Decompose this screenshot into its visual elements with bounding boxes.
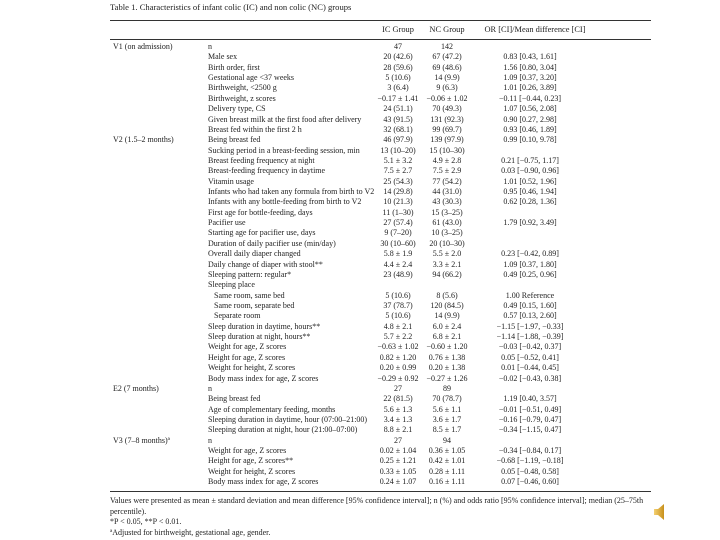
nc-value: 0.42 ± 1.01 bbox=[428, 456, 466, 466]
ic-value: 4.8 ± 2.1 bbox=[383, 321, 413, 331]
ic-value: 0.24 ± 1.07 bbox=[379, 477, 417, 487]
row-label: Separate room bbox=[214, 311, 261, 321]
or-ci-value: 0.99 [0.10, 9.78] bbox=[503, 135, 557, 145]
bottom-rule bbox=[110, 491, 651, 492]
or-ci-value: 0.93 [0.46, 1.89] bbox=[503, 124, 557, 134]
nc-value: 0.28 ± 1.11 bbox=[428, 466, 466, 476]
table-row bbox=[110, 156, 651, 166]
ic-value: 9 (7–20) bbox=[384, 228, 412, 238]
row-label: Sleep duration at night, hours** bbox=[208, 332, 311, 342]
ic-value: 25 (54.3) bbox=[383, 176, 413, 186]
or-ci-value: −0.11 [−0.44, 0.23] bbox=[498, 93, 562, 103]
or-ci-value: 0.49 [0.15, 1.60] bbox=[503, 301, 557, 310]
row-label: Weight for height, Z scores bbox=[208, 363, 296, 373]
header-rule bbox=[110, 39, 651, 40]
nc-value: 43 (30.3) bbox=[432, 197, 462, 207]
table-row bbox=[110, 405, 651, 415]
table-row bbox=[110, 394, 651, 404]
nc-value: 0.20 ± 1.38 bbox=[428, 363, 466, 373]
or-ci-value: 0.21 [−0.75, 1.17] bbox=[501, 155, 559, 165]
table-row bbox=[110, 249, 651, 259]
row-label: Duration of daily pacifier use (min/day) bbox=[208, 238, 336, 248]
table-row bbox=[110, 291, 651, 301]
row-label: Sleeping duration in daytime, hour (07:00–21:00) bbox=[208, 414, 368, 424]
table-row bbox=[110, 125, 651, 135]
nc-value: 14 (9.9) bbox=[434, 73, 460, 83]
or-ci-value: 1.19 [0.40, 3.57] bbox=[503, 394, 557, 404]
nc-value: 94 bbox=[443, 435, 451, 445]
or-ci-value: 0.01 [−0.44, 0.45] bbox=[501, 363, 559, 373]
or-ci-value: 1.56 [0.80, 3.04] bbox=[503, 62, 557, 72]
table-row bbox=[110, 332, 651, 342]
or-ci-value: 0.83 [0.43, 1.61] bbox=[503, 52, 557, 62]
table-row bbox=[110, 425, 651, 435]
ic-value: 27 bbox=[394, 383, 402, 393]
nc-value: 3.3 ± 2.1 bbox=[432, 259, 462, 269]
nc-value: −0.27 ± 1.26 bbox=[426, 373, 468, 383]
table-row bbox=[110, 94, 651, 104]
row-section: V3 (7–8 months)ª bbox=[113, 435, 170, 445]
nc-value: 10 (3–25) bbox=[431, 228, 463, 238]
ic-value: 23 (48.9) bbox=[383, 269, 413, 279]
row-label: Sleeping pattern: regular* bbox=[208, 269, 292, 279]
table-row bbox=[110, 166, 651, 176]
ic-value: 13 (10–20) bbox=[380, 145, 416, 155]
table-row bbox=[110, 415, 651, 425]
ic-value: 5.1 ± 3.2 bbox=[383, 155, 413, 165]
nc-value: 4.9 ± 2.8 bbox=[432, 155, 462, 165]
ic-value: 11 (1–30) bbox=[382, 207, 414, 217]
table-row bbox=[110, 146, 651, 156]
or-ci-value: 1.01 [0.26, 3.89] bbox=[503, 83, 557, 93]
ic-value: 20 (42.6) bbox=[383, 52, 413, 62]
or-ci-value: 0.62 [0.28, 1.36] bbox=[503, 197, 557, 207]
ic-value: 5 (10.6) bbox=[385, 311, 411, 321]
nc-value: 15 (10–30) bbox=[429, 145, 465, 155]
row-label: n bbox=[208, 383, 212, 393]
ic-value: 5.7 ± 2.2 bbox=[383, 332, 413, 342]
nc-value: 70 (78.7) bbox=[432, 394, 462, 404]
nc-value: −0.06 ± 1.02 bbox=[426, 93, 468, 103]
nc-value: 5.6 ± 1.1 bbox=[432, 404, 462, 414]
nc-value: −0.60 ± 1.20 bbox=[426, 342, 468, 352]
ic-value: 5 (10.6) bbox=[385, 73, 411, 83]
table-row bbox=[110, 270, 651, 280]
top-rule bbox=[110, 20, 651, 21]
row-label: Weight for age, Z scores bbox=[208, 342, 287, 352]
row-label: Same room, separate bed bbox=[214, 301, 295, 310]
or-ci-value: −0.34 [−1.15, 0.47] bbox=[498, 425, 562, 435]
row-label: Age of complementary feeding, months bbox=[208, 404, 336, 414]
row-section: E2 (7 months) bbox=[113, 383, 159, 393]
row-label: Being breast fed bbox=[208, 135, 261, 145]
row-label: First age for bottle-feeding, days bbox=[208, 207, 313, 217]
ic-value: 7.5 ± 2.7 bbox=[383, 166, 413, 176]
row-label: Sucking period in a breast-feeding session, min bbox=[208, 145, 360, 155]
or-ci-value: −1.14 [−1.88, −0.39] bbox=[496, 332, 564, 342]
ic-value: −0.63 ± 1.02 bbox=[377, 342, 419, 352]
or-ci-value: 1.09 [0.37, 3.20] bbox=[503, 73, 557, 83]
row-label: Being breast fed bbox=[208, 394, 261, 404]
or-ci-value: 1.79 [0.92, 3.49] bbox=[503, 218, 557, 228]
row-label: Daily change of diaper with stool** bbox=[208, 259, 323, 269]
nc-value: 9 (6.3) bbox=[436, 83, 458, 93]
ic-value: 46 (97.9) bbox=[383, 135, 413, 145]
row-label: Birth order, first bbox=[208, 62, 260, 72]
row-label: Overall daily diaper changed bbox=[208, 249, 301, 259]
nc-value: 89 bbox=[443, 383, 451, 393]
ic-value: 30 (10–60) bbox=[380, 238, 416, 248]
nc-value: 67 (47.2) bbox=[432, 52, 462, 62]
or-ci-value: −0.34 [−0.84, 0.17] bbox=[498, 446, 562, 456]
nc-value: 142 bbox=[441, 42, 453, 51]
nc-value: 6.8 ± 2.1 bbox=[432, 332, 462, 342]
table-row bbox=[110, 436, 651, 446]
ic-value: 0.33 ± 1.05 bbox=[379, 466, 417, 476]
ic-value: 0.20 ± 0.99 bbox=[379, 363, 417, 373]
ic-value: 4.4 ± 2.4 bbox=[383, 259, 413, 269]
table-row bbox=[110, 239, 651, 249]
nc-value: 0.16 ± 1.11 bbox=[428, 477, 466, 487]
ic-value: 43 (91.5) bbox=[383, 114, 413, 124]
row-label: Body mass index for age, Z scores bbox=[208, 373, 319, 383]
ic-value: 0.25 ± 1.21 bbox=[379, 456, 417, 466]
or-ci-value: 0.07 [−0.46, 0.60] bbox=[501, 477, 559, 487]
row-label: Delivery type, CS bbox=[208, 104, 266, 114]
ic-value: 28 (59.6) bbox=[383, 62, 413, 72]
table-row bbox=[110, 446, 651, 456]
row-label: n bbox=[208, 42, 212, 51]
row-label: Sleeping place bbox=[208, 280, 255, 290]
table-row bbox=[110, 135, 651, 145]
row-label: Male sex bbox=[208, 52, 238, 62]
table-row bbox=[110, 477, 651, 487]
table-row bbox=[110, 104, 651, 114]
nc-value: 77 (54.2) bbox=[432, 176, 462, 186]
or-ci-value: 0.03 [−0.90, 0.96] bbox=[501, 166, 559, 176]
ic-value: 37 (78.7) bbox=[383, 301, 413, 310]
or-ci-value: 1.09 [0.37, 1.80] bbox=[503, 259, 557, 269]
or-ci-value: 0.49 [0.25, 0.96] bbox=[503, 269, 557, 279]
footnote-adjusted: ªAdjusted for birthweight, gestational age, gender. bbox=[110, 527, 271, 537]
nc-value: 7.5 ± 2.9 bbox=[432, 166, 462, 176]
table-row bbox=[110, 177, 651, 187]
table-row bbox=[110, 52, 651, 62]
nc-value: 3.6 ± 1.7 bbox=[432, 414, 462, 424]
table-title: Table 1. Characteristics of infant colic (IC) and non colic (NC) groups bbox=[110, 2, 352, 12]
speaker-icon[interactable] bbox=[651, 503, 671, 521]
row-label: Gestational age <37 weeks bbox=[208, 73, 295, 83]
ic-value: 22 (81.5) bbox=[383, 394, 413, 404]
row-label: Pacifier use bbox=[208, 218, 246, 228]
or-ci-value: 1.01 [0.52, 1.96] bbox=[503, 176, 557, 186]
table-row bbox=[110, 42, 651, 52]
table-row bbox=[110, 384, 651, 394]
row-label: Breast feeding frequency at night bbox=[208, 155, 315, 165]
table-row bbox=[110, 218, 651, 228]
nc-value: 8.5 ± 1.7 bbox=[432, 425, 462, 435]
nc-value: 8 (5.6) bbox=[436, 290, 458, 300]
row-label: Weight for height, Z scores bbox=[208, 466, 296, 476]
ic-value: 27 (57.4) bbox=[383, 218, 413, 228]
header-ic-group: IC Group bbox=[382, 25, 414, 34]
nc-value: 139 (97.9) bbox=[430, 135, 464, 145]
or-ci-value: 0.90 [0.27, 2.98] bbox=[503, 114, 557, 124]
row-label: n bbox=[208, 435, 212, 445]
row-label: Given breast milk at the first food after delivery bbox=[208, 114, 362, 124]
row-label: Sleeping duration at night, hour (21:00–07:00) bbox=[208, 425, 358, 435]
row-label: Infants with any bottle-feeding from birth to V2 bbox=[208, 197, 362, 207]
row-label: Sleep duration in daytime, hours** bbox=[208, 321, 321, 331]
header-or-ci: OR [CI]/Mean difference [CI] bbox=[484, 25, 586, 34]
ic-value: 8.8 ± 2.1 bbox=[383, 425, 413, 435]
table-row bbox=[110, 353, 651, 363]
table-row bbox=[110, 208, 651, 218]
nc-value: 99 (69.7) bbox=[432, 124, 462, 134]
or-ci-value: 1.00 Reference bbox=[505, 290, 555, 300]
row-label: Breast fed within the first 2 h bbox=[208, 124, 302, 134]
ic-value: 5.8 ± 1.9 bbox=[383, 249, 413, 259]
or-ci-value: −0.02 [−0.43, 0.38] bbox=[498, 373, 562, 383]
row-label: Vitamin usage bbox=[208, 176, 254, 186]
ic-value: 0.82 ± 1.20 bbox=[379, 352, 417, 362]
row-label: Height for age, Z scores** bbox=[208, 456, 294, 466]
nc-value: 20 (10–30) bbox=[429, 238, 465, 248]
table-row bbox=[110, 73, 651, 83]
or-ci-value: −1.15 [−1.97, −0.33] bbox=[496, 321, 564, 331]
row-label: Weight for age, Z scores bbox=[208, 446, 287, 456]
table-row bbox=[110, 363, 651, 373]
nc-value: 15 (3–25) bbox=[431, 207, 463, 217]
table-row bbox=[110, 342, 651, 352]
nc-value: 131 (92.3) bbox=[430, 114, 464, 124]
row-label: Body mass index for age, Z scores bbox=[208, 477, 319, 487]
or-ci-value: 0.05 [−0.48, 0.58] bbox=[501, 466, 559, 476]
table-row bbox=[110, 115, 651, 125]
ic-value: 24 (51.1) bbox=[383, 104, 413, 114]
nc-value: 44 (31.0) bbox=[432, 187, 462, 197]
or-ci-value: −0.68 [−1.19, −0.18] bbox=[496, 456, 564, 466]
table-row bbox=[110, 228, 651, 238]
row-label: Birthweight, <2500 g bbox=[208, 83, 277, 93]
row-section: V2 (1.5–2 months) bbox=[113, 135, 174, 145]
ic-value: 0.02 ± 1.04 bbox=[379, 446, 417, 456]
ic-value: 10 (21.3) bbox=[383, 197, 413, 207]
table-row bbox=[110, 197, 651, 207]
or-ci-value: 0.23 [−0.42, 0.89] bbox=[501, 249, 559, 259]
or-ci-value: −0.16 [−0.79, 0.47] bbox=[498, 414, 562, 424]
ic-value: 5 (10.6) bbox=[385, 290, 411, 300]
row-section: V1 (on admission) bbox=[113, 42, 173, 51]
row-label: Infants who had taken any formula from birth to V2 bbox=[208, 187, 375, 197]
nc-value: 14 (9.9) bbox=[434, 311, 460, 321]
nc-value: 6.0 ± 2.4 bbox=[432, 321, 462, 331]
table-row bbox=[110, 63, 651, 73]
table-row bbox=[110, 456, 651, 466]
ic-value: −0.17 ± 1.41 bbox=[377, 93, 419, 103]
ic-value: 47 bbox=[394, 42, 402, 51]
table-row bbox=[110, 311, 651, 321]
table-row bbox=[110, 83, 651, 93]
table-row bbox=[110, 280, 651, 290]
or-ci-value: 0.05 [−0.52, 0.41] bbox=[501, 352, 559, 362]
nc-value: 69 (48.6) bbox=[432, 62, 462, 72]
ic-value: 32 (68.1) bbox=[383, 124, 413, 134]
table-row bbox=[110, 187, 651, 197]
row-label: Breast-feeding frequency in daytime bbox=[208, 166, 326, 176]
footnote-values: Values were presented as mean ± standard deviation and mean difference [95% confidence interval]; n (%) and odds ratio [95% confidence interval]; median (25–75th percentile). bbox=[110, 496, 644, 516]
nc-value: 120 (84.5) bbox=[430, 301, 464, 310]
table-row bbox=[110, 260, 651, 270]
table-row bbox=[110, 467, 651, 477]
nc-value: 94 (66.2) bbox=[432, 269, 462, 279]
ic-value: 14 (29.8) bbox=[383, 187, 413, 197]
or-ci-value: 1.07 [0.56, 2.08] bbox=[503, 104, 557, 114]
nc-value: 70 (49.3) bbox=[432, 104, 462, 114]
or-ci-value: −0.03 [−0.42, 0.37] bbox=[498, 342, 562, 352]
or-ci-value: −0.01 [−0.51, 0.49] bbox=[498, 404, 562, 414]
row-label: Birthweight, z scores bbox=[208, 93, 276, 103]
footnotes bbox=[110, 496, 651, 538]
nc-value: 5.5 ± 2.0 bbox=[432, 249, 462, 259]
or-ci-value: 0.57 [0.13, 2.60] bbox=[503, 311, 557, 321]
ic-value: −0.29 ± 0.92 bbox=[377, 373, 419, 383]
nc-value: 0.76 ± 1.38 bbox=[428, 352, 466, 362]
ic-value: 3 (6.4) bbox=[387, 83, 409, 93]
header-nc-group: NC Group bbox=[429, 25, 465, 34]
table-row bbox=[110, 322, 651, 332]
row-label: Same room, same bed bbox=[214, 290, 285, 300]
row-label: Height for age, Z scores bbox=[208, 352, 286, 362]
footnote-significance: *P < 0.05, **P < 0.01. bbox=[110, 517, 182, 526]
nc-value: 0.36 ± 1.05 bbox=[428, 446, 466, 456]
ic-value: 3.4 ± 1.3 bbox=[383, 414, 413, 424]
row-label: Starting age for pacifier use, days bbox=[208, 228, 316, 238]
table-row bbox=[110, 374, 651, 384]
ic-value: 27 bbox=[394, 435, 402, 445]
table-row bbox=[110, 301, 651, 311]
nc-value: 61 (43.0) bbox=[432, 218, 462, 228]
ic-value: 5.6 ± 1.3 bbox=[383, 404, 413, 414]
or-ci-value: 0.95 [0.46, 1.94] bbox=[503, 187, 557, 197]
